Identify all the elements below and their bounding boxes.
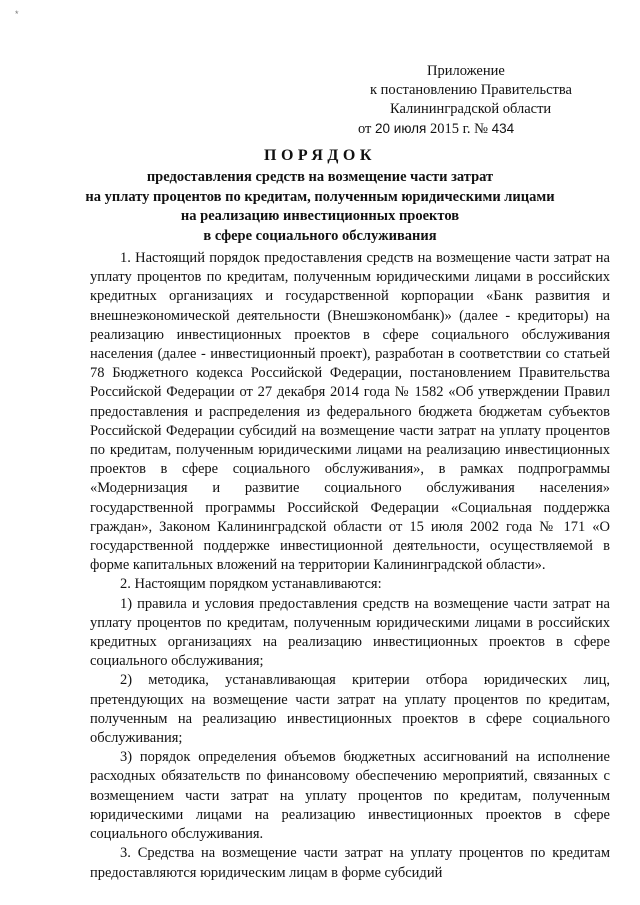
appendix-header <box>350 62 590 139</box>
paragraph-3: 3. Средства на возмещение части затрат на уплату процентов по кредитам предоставляются юридическим лицам в форме субсидий <box>90 845 610 881</box>
date-year: 2015 г. № <box>429 121 489 137</box>
paragraph-1: 1. Настоящий порядок предоставления средств на возмещение части затрат на уплату процентов по кредитам, полученным юридическими лицами в российских кредитных организациях и государственной корпорации «Банк развития и внешнеэкономической деятельности (Внешэкономбанк)» (далее - кредиторы) на реализацию инвестиционных проектов в сфере социального обслуживания населения (далее - инвестиционный проект), разработан в соответствии со статьей 78 Бюджетного кодекса Российской Федерации, постановлением Правительства Российской Федерации от 27 декабря 2014 года № 1582 «Об утверждении Правил предоставления и распределения из федерального бюджета бюджетам субъектов Российской Федерации субсидий на возмещение части затрат на уплату процентов по кредитам, полученным юридическими лицами на реализацию инвестиционных проектов в сфере социального обслуживания», в рамках подпрограммы «Модернизация и развитие социального обслуживания населения» государственной программы Российской Федерации «Социальная поддержка граждан», Законом Калининградской области от 15 июля 2002 года № 171 «О государственной поддержке инвестиционной деятельности, осуществляемой в форме капитальных вложений на территории Калининградской области». <box>90 250 610 574</box>
subtitle-line: на уплату процентов по кредитам, полученным юридическими лицами <box>85 188 555 205</box>
corner-mark: * <box>15 9 19 19</box>
paragraph-2: 2. Настоящим порядком устанавливаются: <box>120 576 382 593</box>
document-subtitle <box>0 168 640 246</box>
document-number: 434 <box>491 121 515 136</box>
appendix-region-line: Калининградской области <box>390 101 552 117</box>
appendix-date-line <box>350 119 590 139</box>
appendix-resolution-line: к постановлению Правительства <box>370 82 572 98</box>
document-body <box>90 249 610 883</box>
list-item-3: 3) порядок определения объемов бюджетных ассигнований на исполнение расходных обязательств по финансовому обеспечению мероприятий, связанных с возмещением части затрат на уплату процентов по кредитам, полученным юридическими лицами на реализацию инвестиционных проектов в сфере социального обслуживания. <box>90 749 610 843</box>
appendix-label: Приложение <box>427 63 505 79</box>
subtitle-line: предоставления средств на возмещение части затрат <box>146 169 494 185</box>
subtitle-line: в сфере социального обслуживания <box>203 227 437 244</box>
document-title: ПОРЯДОК <box>264 147 376 164</box>
date-prefix: от <box>358 121 372 137</box>
list-item-1: 1) правила и условия предоставления средств на возмещение части затрат на уплату процентов по кредитам, полученным юридическими лицами в российских кредитных организациях на реализацию инвестиционных проектов в сфере социального обслуживания; <box>90 595 610 670</box>
list-item-2: 2) методика, устанавливающая критерии отбора юридических лиц, претендующих на возмещение части затрат на уплату процентов по кредитам, полученным на реализацию инвестиционных проектов в сфере социального обслуживания; <box>90 672 610 747</box>
subtitle-line: на реализацию инвестиционных проектов <box>180 208 460 224</box>
date-handwritten: 20 июля <box>375 121 427 136</box>
